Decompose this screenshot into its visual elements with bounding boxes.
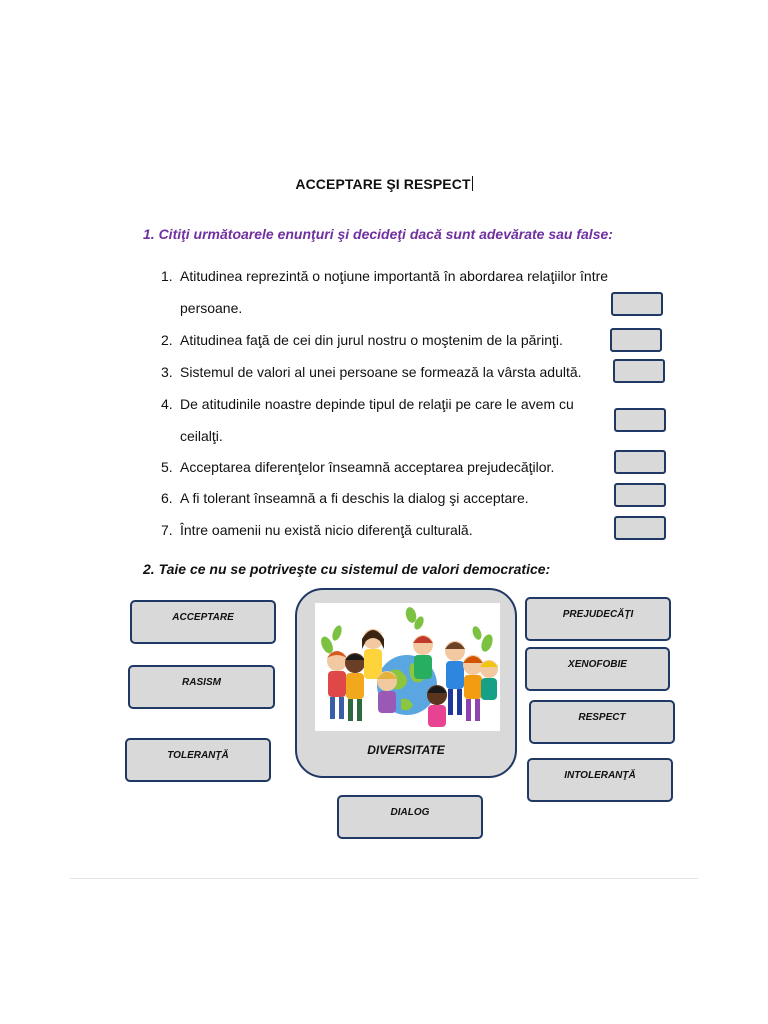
answer-box-5[interactable] bbox=[614, 450, 666, 474]
answer-box-2[interactable] bbox=[610, 328, 662, 352]
statement-text: Între oamenii nu există nicio diferenţă culturală. bbox=[180, 522, 473, 538]
card-label: XENOFOBIE bbox=[568, 659, 627, 670]
card-dialog[interactable] bbox=[337, 795, 483, 839]
statement-text: Sistemul de valori al unei persoane se formează la vârsta adultă. bbox=[180, 364, 582, 380]
card-label: RASISM bbox=[182, 677, 221, 688]
title-text: ACCEPTARE ŞI RESPECT bbox=[295, 176, 471, 192]
card-prejudecati[interactable] bbox=[525, 597, 671, 641]
page-title bbox=[0, 176, 768, 192]
answer-box-3[interactable] bbox=[613, 359, 665, 383]
card-acceptare[interactable] bbox=[130, 600, 276, 644]
statement-text: De atitudinile noastre depinde tipul de relaţii pe care le avem cu bbox=[180, 396, 574, 412]
card-label: TOLERANŢĂ bbox=[167, 750, 229, 761]
statement-number: 2. bbox=[161, 332, 173, 348]
card-rasism[interactable] bbox=[128, 665, 275, 709]
card-label: RESPECT bbox=[578, 712, 626, 723]
statement-text: Acceptarea diferenţelor înseamnă acceptarea prejudecăţilor. bbox=[180, 459, 555, 475]
card-label: ACCEPTARE bbox=[172, 612, 234, 623]
statement-number: 4. bbox=[161, 396, 173, 412]
leaves-decoration bbox=[319, 606, 495, 655]
card-respect[interactable] bbox=[529, 700, 675, 744]
statement-1-continuation: persoane. bbox=[180, 300, 243, 316]
answer-box-4[interactable] bbox=[614, 408, 666, 432]
statement-number: 1. bbox=[161, 268, 173, 284]
statement-text: Atitudinea reprezintă o noţiune importantă în abordarea relaţiilor între bbox=[180, 268, 609, 284]
page-divider bbox=[70, 878, 698, 879]
illustration-svg bbox=[315, 603, 500, 731]
statement-number: 5. bbox=[161, 459, 173, 475]
card-label: DIALOG bbox=[390, 807, 430, 818]
card-intoleranta[interactable] bbox=[527, 758, 673, 802]
card-toleranta[interactable] bbox=[125, 738, 271, 782]
statement-4-continuation: ceilalţi. bbox=[180, 428, 223, 444]
statement-number: 7. bbox=[161, 522, 173, 538]
card-xenofobie[interactable] bbox=[525, 647, 670, 691]
statement-text: A fi tolerant înseamnă a fi deschis la dialog şi acceptare. bbox=[180, 490, 529, 506]
answer-box-7[interactable] bbox=[614, 516, 666, 540]
diversity-panel bbox=[295, 588, 517, 778]
answer-box-1[interactable] bbox=[611, 292, 663, 316]
statement-number: 3. bbox=[161, 364, 173, 380]
answer-box-6[interactable] bbox=[614, 483, 666, 507]
statement-number: 6. bbox=[161, 490, 173, 506]
statement-text: Atitudinea faţă de cei din jurul nostru o moştenim de la părinţi. bbox=[180, 332, 563, 348]
text-cursor bbox=[472, 176, 473, 191]
exercise-1-heading: 1. Citiţi următoarele enunţuri şi decideţi dacă sunt adevărate sau false: bbox=[143, 226, 613, 242]
card-label: PREJUDECĂŢI bbox=[562, 609, 634, 620]
children-globe-illustration bbox=[315, 603, 500, 731]
diversity-label: DIVERSITATE bbox=[367, 743, 445, 757]
exercise-2-heading: 2. Taie ce nu se potriveşte cu sistemul de valori democratice: bbox=[143, 561, 551, 577]
card-label: INTOLERANŢĂ bbox=[564, 770, 636, 781]
